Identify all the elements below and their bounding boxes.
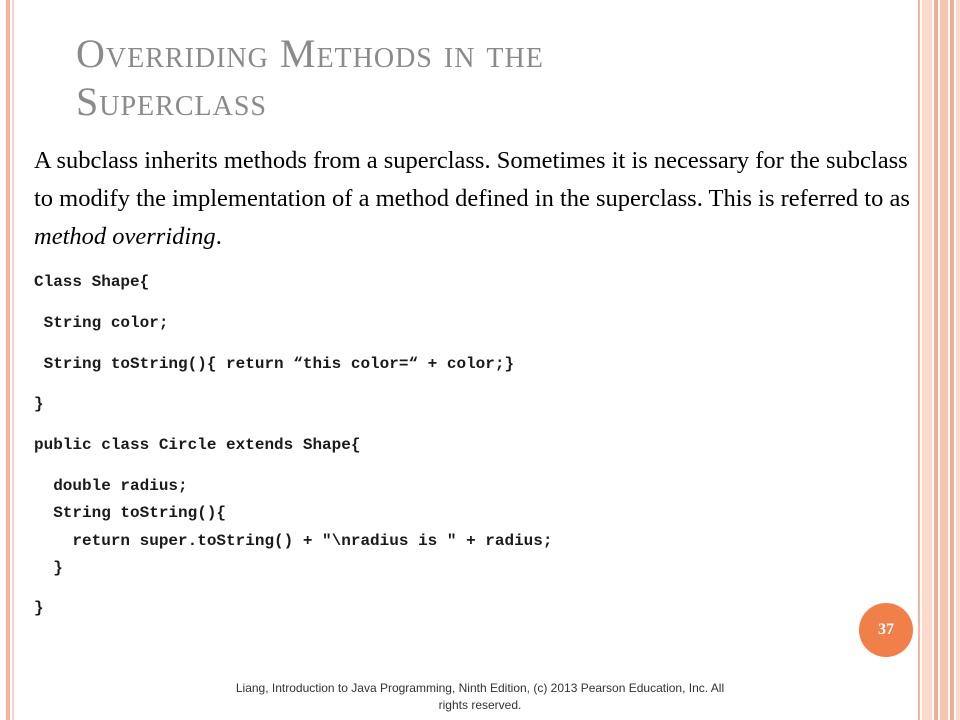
body-text-part-1: A subclass inherits methods from a superclass. Sometimes it is necessary for the subclass to modify the implementation of a method defined in the superclass. This is referred to as <box>34 147 910 212</box>
body-text-part-2: . <box>215 223 222 250</box>
code-line: String color; <box>34 314 169 332</box>
code-line: Class Shape{ <box>34 273 150 291</box>
slide-title <box>76 30 896 126</box>
right-border-stripe <box>934 0 938 720</box>
right-border-stripe <box>940 0 948 720</box>
code-line: return super.toString() + "\nradius is " + radius; <box>34 532 553 550</box>
code-line: } <box>34 395 44 413</box>
body-paragraph <box>34 142 914 256</box>
footer-line-2: rights reserved. <box>438 698 522 712</box>
slide-title-line-1: Overriding Methods in the <box>76 31 544 76</box>
right-border-stripe <box>956 0 960 720</box>
code-line: public class Circle extends Shape{ <box>34 436 361 454</box>
code-line: } <box>34 599 44 617</box>
right-border-stripe <box>918 0 920 720</box>
page-number-badge: 37 <box>859 603 913 657</box>
slide-title-line-2: Superclass <box>76 79 267 124</box>
left-border-stripe-inner <box>12 0 14 720</box>
right-border-stripe <box>950 0 954 720</box>
code-line: double radius; <box>34 477 188 495</box>
code-line: String toString(){ return “this color=“ + color;} <box>34 355 515 373</box>
code-line: String toString(){ <box>34 504 227 522</box>
left-border-stripe <box>6 0 10 720</box>
footer-line-1: Liang, Introduction to Java Programming, Ninth Edition, (c) 2013 Pearson Education, Inc. All <box>235 681 725 695</box>
right-border-stripe <box>922 0 932 720</box>
body-text-emphasis: method overriding <box>34 223 216 250</box>
code-line: } <box>34 559 63 577</box>
footer-credit <box>190 680 770 714</box>
